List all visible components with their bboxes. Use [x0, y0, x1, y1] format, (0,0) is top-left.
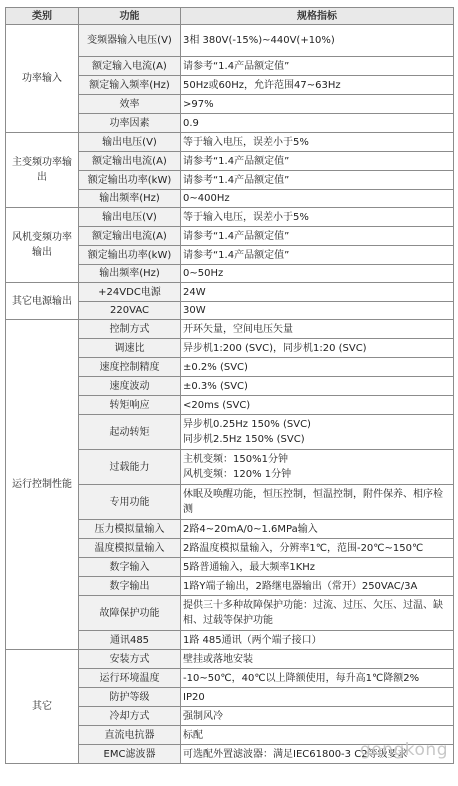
spec-cell: 2路温度模拟量输入，分辨率1℃，范围-20℃~150℃ — [181, 539, 454, 558]
spec-cell: 请参考“1.4产品额定值” — [181, 57, 454, 76]
spec-cell: 0~400Hz — [181, 190, 454, 208]
category-cell: 运行控制性能 — [6, 320, 79, 650]
function-cell: 输出频率(Hz) — [79, 190, 181, 208]
watermark: gongkong — [360, 740, 448, 760]
spec-cell: 0~50Hz — [181, 265, 454, 283]
header-category: 类别 — [6, 8, 79, 25]
spec-cell: IP20 — [181, 688, 454, 707]
function-cell: 数字输入 — [79, 558, 181, 577]
spec-cell: 24W — [181, 283, 454, 302]
spec-cell: >97% — [181, 95, 454, 114]
function-cell: 额定输入电流(A) — [79, 57, 181, 76]
function-cell: 故障保护功能 — [79, 596, 181, 631]
spec-cell: ±0.3% (SVC) — [181, 377, 454, 396]
function-cell: 速度波动 — [79, 377, 181, 396]
function-cell: 通讯485 — [79, 631, 181, 650]
function-cell: 功率因素 — [79, 114, 181, 133]
table-row — [6, 320, 454, 339]
spec-cell: 2路4~20mA/0~1.6MPa输入 — [181, 520, 454, 539]
spec-cell: 1路 485通讯（两个端子接口） — [181, 631, 454, 650]
header-spec: 规格指标 — [181, 8, 454, 25]
spec-cell: 1路Y端子输出，2路继电器输出（常开）250VAC/3A — [181, 577, 454, 596]
function-cell: 直流电抗器 — [79, 726, 181, 745]
spec-cell: ±0.2% (SVC) — [181, 358, 454, 377]
spec-cell: 壁挂或落地安装 — [181, 650, 454, 669]
spec-cell: 0.9 — [181, 114, 454, 133]
function-cell: 额定输出功率(kW) — [79, 246, 181, 265]
category-cell: 其它 — [6, 650, 79, 764]
category-cell: 其它电源输出 — [6, 283, 79, 320]
function-cell: 控制方式 — [79, 320, 181, 339]
function-cell: 效率 — [79, 95, 181, 114]
spec-cell: 请参考“1.4产品额定值” — [181, 171, 454, 190]
table-row — [6, 650, 454, 669]
function-cell: 额定输出电流(A) — [79, 227, 181, 246]
spec-cell: 可选配外置滤波器：满足IEC61800-3 C2等级要求 — [181, 745, 454, 764]
function-cell: 调速比 — [79, 339, 181, 358]
table-row — [6, 25, 454, 57]
function-cell: 额定输出电流(A) — [79, 152, 181, 171]
function-cell: 输出频率(Hz) — [79, 265, 181, 283]
spec-cell: <20ms (SVC) — [181, 396, 454, 415]
function-cell: 运行环境温度 — [79, 669, 181, 688]
function-cell: 速度控制精度 — [79, 358, 181, 377]
function-cell: 额定输出功率(kW) — [79, 171, 181, 190]
function-cell: 额定输入频率(Hz) — [79, 76, 181, 95]
function-cell: EMC滤波器 — [79, 745, 181, 764]
spec-cell: 请参考“1.4产品额定值” — [181, 152, 454, 171]
category-cell: 风机变频功率输出 — [6, 208, 79, 283]
function-cell: 压力模拟量输入 — [79, 520, 181, 539]
function-cell: +24VDC电源 — [79, 283, 181, 302]
function-cell: 数字输出 — [79, 577, 181, 596]
spec-cell: 标配 — [181, 726, 454, 745]
spec-cell: 5路普通输入，最大频率1KHz — [181, 558, 454, 577]
spec-cell: 30W — [181, 302, 454, 320]
spec-table — [5, 7, 454, 764]
table-row — [6, 283, 454, 302]
spec-cell: 提供三十多种故障保护功能：过流、过压、欠压、过温、缺相、过载等保护功能 — [181, 596, 454, 631]
function-cell: 防护等级 — [79, 688, 181, 707]
spec-cell: 异步机1:200 (SVC)，同步机1:20 (SVC) — [181, 339, 454, 358]
spec-cell: 休眠及唤醒功能，恒压控制，恒温控制，附件保养、相序检测 — [181, 485, 454, 520]
category-cell: 功率输入 — [6, 25, 79, 133]
table-row — [6, 133, 454, 152]
table-body — [6, 25, 454, 764]
function-cell: 起动转矩 — [79, 415, 181, 450]
spec-cell: 强制风冷 — [181, 707, 454, 726]
table-row — [6, 208, 454, 227]
function-cell: 温度模拟量输入 — [79, 539, 181, 558]
spec-cell: 等于输入电压，误差小于5% — [181, 133, 454, 152]
spec-cell: 异步机0.25Hz 150% (SVC) 同步机2.5Hz 150% (SVC) — [181, 415, 454, 450]
table-header — [6, 8, 454, 25]
category-cell: 主变频功率输出 — [6, 133, 79, 208]
spec-cell: 等于输入电压，误差小于5% — [181, 208, 454, 227]
function-cell: 输出电压(V) — [79, 133, 181, 152]
spec-cell: 请参考“1.4产品额定值” — [181, 227, 454, 246]
spec-cell: 主机变频：150%1分钟 风机变频：120% 1分钟 — [181, 450, 454, 485]
header-function: 功能 — [79, 8, 181, 25]
spec-cell: -10~50℃，40℃以上降额使用，每升高1℃降额2% — [181, 669, 454, 688]
function-cell: 专用功能 — [79, 485, 181, 520]
function-cell: 冷却方式 — [79, 707, 181, 726]
function-cell: 输出电压(V) — [79, 208, 181, 227]
spec-cell: 请参考“1.4产品额定值” — [181, 246, 454, 265]
spec-cell: 开环矢量，空间电压矢量 — [181, 320, 454, 339]
function-cell: 转矩响应 — [79, 396, 181, 415]
function-cell: 220VAC — [79, 302, 181, 320]
spec-cell: 3相 380V(-15%)~440V(+10%) — [181, 25, 454, 57]
function-cell: 过载能力 — [79, 450, 181, 485]
function-cell: 变频器输入电压(V) — [79, 25, 181, 57]
spec-cell: 50Hz或60Hz，允许范围47~63Hz — [181, 76, 454, 95]
function-cell: 安装方式 — [79, 650, 181, 669]
